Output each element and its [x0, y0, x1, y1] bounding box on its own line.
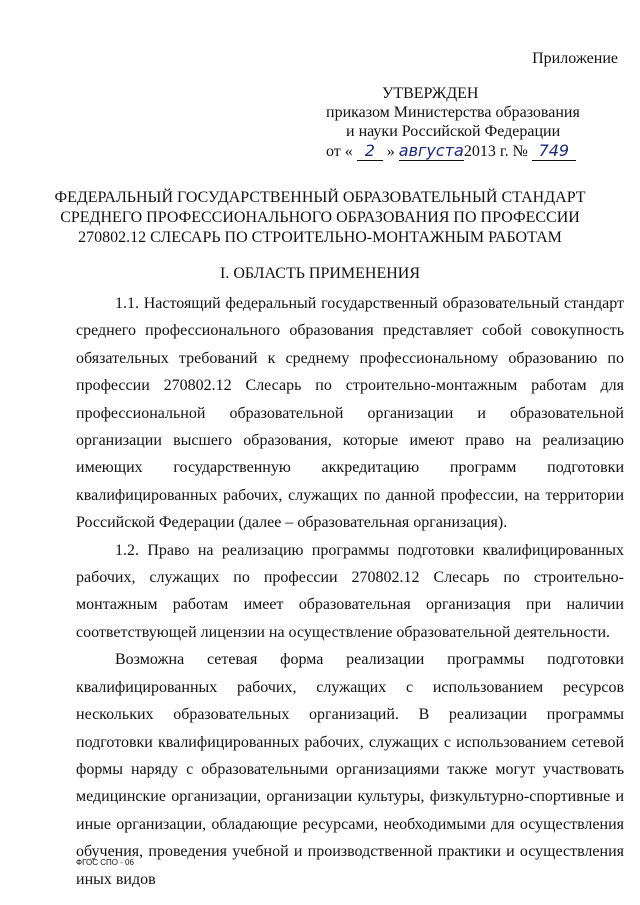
footer-code: ФГОС СПО - 06	[76, 858, 134, 867]
title-line-2: СРЕДНЕГО ПРОФЕССИОНАЛЬНОГО ОБРАЗОВАНИЯ ПО ПРОФЕССИИ	[60, 209, 580, 226]
appendix-label: Приложение	[532, 50, 618, 67]
handwritten-order-number: 749	[532, 141, 576, 161]
title-line-1: ФЕДЕРАЛЬНЫЙ ГОСУДАРСТВЕННЫЙ ОБРАЗОВАТЕЛЬНЫЙ СТАНДАРТ	[54, 189, 586, 206]
order-issuer-line2: и науки Российской Федерации	[346, 123, 561, 140]
paragraph-1-1: 1.1. Настоящий федеральный государственный образовательный стандарт среднего профессионального образования представляет собой совокупность обязательных требований к среднему профессиональному образованию по профессии 270802.12 Слесарь по строительно-монтажным работам для профессиональной образовательной организации и образовательной организации высшего образования, которые имеют право на реализацию имеющих государственную аккредитацию программ подготовки квалифицированных рабочих, служащих по данной профессии, на территории Российской Федерации (далее – образовательная организация).	[76, 295, 624, 532]
document-body	[76, 290, 624, 893]
paragraph-network-form: Возможна сетевая форма реализации программы подготовки квалифицированных рабочих, служащих с использованием ресурсов нескольких образовательных организаций. В реализации программы подготовки квалифицированных рабочих, служащих с использованием сетевой формы наряду с образовательными организациями также могут участвовать медицинские организации, организации культуры, физкультурно-спортивные и иные организации, обладающие ресурсами, необходимыми для осуществления обучения, проведения учебной и производственной практики и осуществления иных видов	[76, 651, 624, 888]
date-year: 2013 г. №	[463, 143, 528, 160]
order-issuer-line1: приказом Министерства образования	[326, 104, 580, 121]
document-title	[40, 188, 600, 248]
handwritten-day: 2	[357, 141, 383, 161]
approved-heading: УТВЕРЖДЕН	[382, 85, 479, 102]
order-date-line	[326, 141, 626, 161]
section-heading: I. ОБЛАСТЬ ПРИМЕНЕНИЯ	[219, 265, 421, 282]
title-line-3: 270802.12 СЛЕСАРЬ ПО СТРОИТЕЛЬНО-МОНТАЖНЫМ РАБОТАМ	[78, 229, 562, 246]
date-prefix: от «	[326, 143, 353, 160]
date-mid: »	[386, 143, 395, 160]
paragraph-1-2: 1.2. Право на реализацию программы подготовки квалифицированных рабочих, служащих по профессии 270802.12 Слесарь по строительно-монтажным работам имеет образовательная организация при наличии соответствующей лицензии на осуществление образовательной деятельности.	[76, 541, 624, 641]
approval-block	[326, 84, 626, 161]
handwritten-month: августа	[398, 141, 464, 160]
